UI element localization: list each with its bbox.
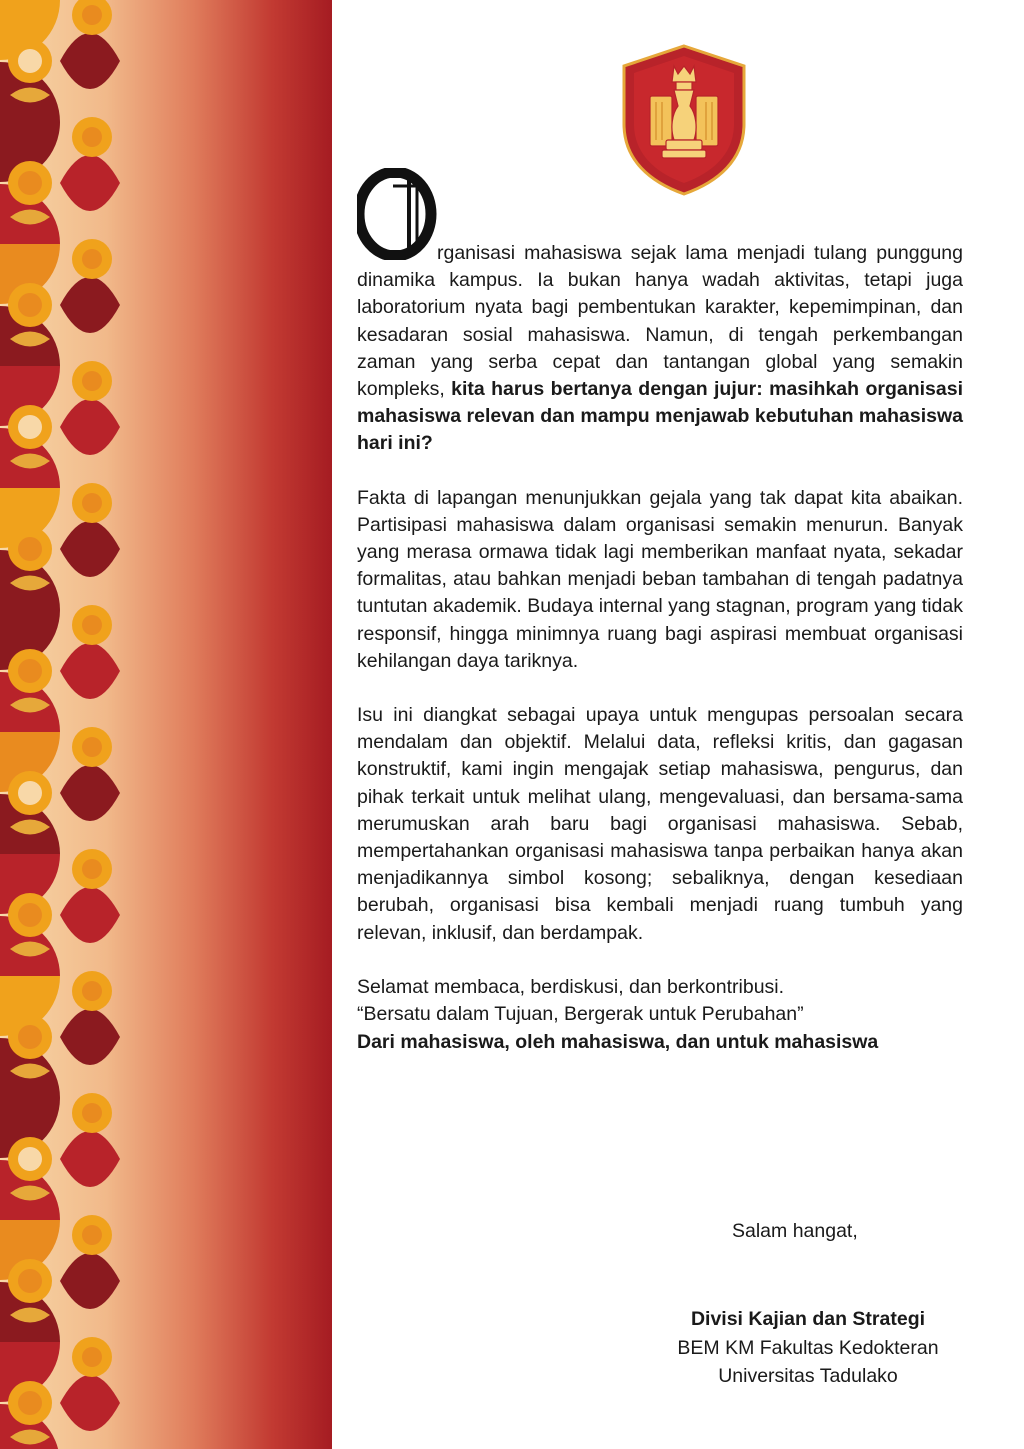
pattern-shape: [82, 5, 102, 25]
pattern-shape: [60, 1253, 120, 1309]
pattern-shape: [82, 859, 102, 879]
pattern-tile: [0, 361, 120, 488]
pattern-shape: [18, 171, 42, 195]
pattern-shape: [82, 1225, 102, 1245]
pattern-shape: [82, 1103, 102, 1123]
pattern-shape: [18, 1269, 42, 1293]
pattern-shape: [18, 1025, 42, 1049]
pattern-shape: [60, 1009, 120, 1065]
shield-logo: [620, 44, 748, 196]
closing-motto: “Bersatu dalam Tujuan, Bergerak untuk Perubahan”: [357, 1003, 804, 1026]
pattern-shape: [18, 415, 42, 439]
pattern-tile: [0, 117, 120, 244]
signature-university: Universitas Tadulako: [718, 1365, 898, 1387]
letter-body: [357, 240, 963, 1056]
closing-block: [357, 974, 963, 1057]
pattern-tile: [0, 727, 120, 854]
pattern-shape: [82, 737, 102, 757]
paragraph-purpose: Isu ini diangkat sebagai upaya untuk mengupas persoalan secara mendalam dan objektif. Melalui data, refleksi kritis, dan gagasan konstruktif, kami ingin mengajak setiap mahasiswa, pengurus, dan pihak terkait untuk melihat ulang, mengevaluasi, dan bersama-sama merumuskan arah baru bagi organisasi mahasiswa. Sebab, mempertahankan organisasi mahasiswa tanpa perbaikan hanya akan menjadikannya simbol kosong; sebaliknya, dengan kesediaan berubah, organisasi bisa kembali menjadi ruang tumbuh yang relevan, inklusif, dan berdampak.: [357, 704, 963, 944]
decorative-sidebar: [0, 0, 332, 1449]
pattern-shape: [18, 537, 42, 561]
pattern-tile: [0, 971, 120, 1098]
pattern-shape: [82, 981, 102, 1001]
pattern-shape: [82, 493, 102, 513]
pattern-shape: [60, 155, 120, 211]
pattern-shape: [60, 1131, 120, 1187]
paragraph-intro-emphasis: kita harus bertanya dengan jujur: masihkah organisasi mahasiswa relevan dan mampu menjawab kebutuhan mahasiswa hari ini?: [357, 378, 963, 455]
pattern-shape: [60, 399, 120, 455]
greeting: Salam hangat,: [732, 1220, 858, 1242]
pattern-tile: [0, 605, 120, 732]
pattern-tile: [0, 0, 120, 122]
paragraph-intro: [357, 240, 963, 458]
signature-organization: BEM KM Fakultas Kedokteran: [677, 1336, 939, 1359]
pattern-shape: [18, 659, 42, 683]
pattern-shape: [60, 521, 120, 577]
pattern-shape: [60, 33, 120, 89]
closing-invitation: Selamat membaca, berdiskusi, dan berkontribusi.: [357, 975, 785, 998]
pattern-shape: [60, 643, 120, 699]
pattern-shape: [18, 903, 42, 927]
paragraph-intro-text: rganisasi mahasiswa sejak lama menjadi tulang punggung dinamika kampus. Ia bukan hanya wadah aktivitas, tetapi juga laboratorium nyata bagi pembentukan karakter, kepemimpinan, dan kesadaran sosial mahasiswa. Namun, di tengah perkembangan zaman yang serba cepat dan tantangan global yang semakin kompleks,: [357, 242, 963, 401]
signature-block: [640, 1305, 976, 1391]
pattern-shape: [82, 371, 102, 391]
pattern-tile: [0, 1337, 120, 1449]
pattern-tile: [0, 1215, 120, 1342]
closing-tagline: Dari mahasiswa, oleh mahasiswa, dan untuk mahasiswa: [357, 1030, 879, 1053]
pattern-tile: [0, 239, 120, 366]
pattern-shape: [18, 49, 42, 73]
pattern-shape: [60, 887, 120, 943]
pattern-shape: [60, 1375, 120, 1431]
pattern-shape: [82, 1347, 102, 1367]
pattern-shape: [60, 277, 120, 333]
pattern-shape: [18, 1147, 42, 1171]
pattern-shape: [18, 293, 42, 317]
paragraph-facts: Fakta di lapangan menunjukkan gejala yang tak dapat kita abaikan. Partisipasi mahasiswa dalam organisasi semakin menurun. Banyak yang merasa ormawa tidak lagi memberikan manfaat nyata, sekadar formalitas, atau bahkan menjadi beban tambahan di tengah padatnya tuntutan akademik. Budaya internal yang stagnan, program yang tidak responsif, hingga minimnya ruang bagi aspirasi membuat organisasi kehilangan daya tariknya.: [357, 486, 963, 672]
signature-division: Divisi Kajian dan Strategi: [690, 1308, 926, 1330]
pattern-shape: [82, 249, 102, 269]
pattern-shape: [82, 615, 102, 635]
pattern-tile: [0, 483, 120, 610]
pattern-shape: [82, 127, 102, 147]
pattern-shape: [60, 765, 120, 821]
pattern-tile: [0, 1093, 120, 1220]
batik-pattern: [0, 0, 120, 1449]
pattern-shape: [18, 781, 42, 805]
pattern-shape: [18, 1391, 42, 1415]
pattern-tile: [0, 849, 120, 976]
